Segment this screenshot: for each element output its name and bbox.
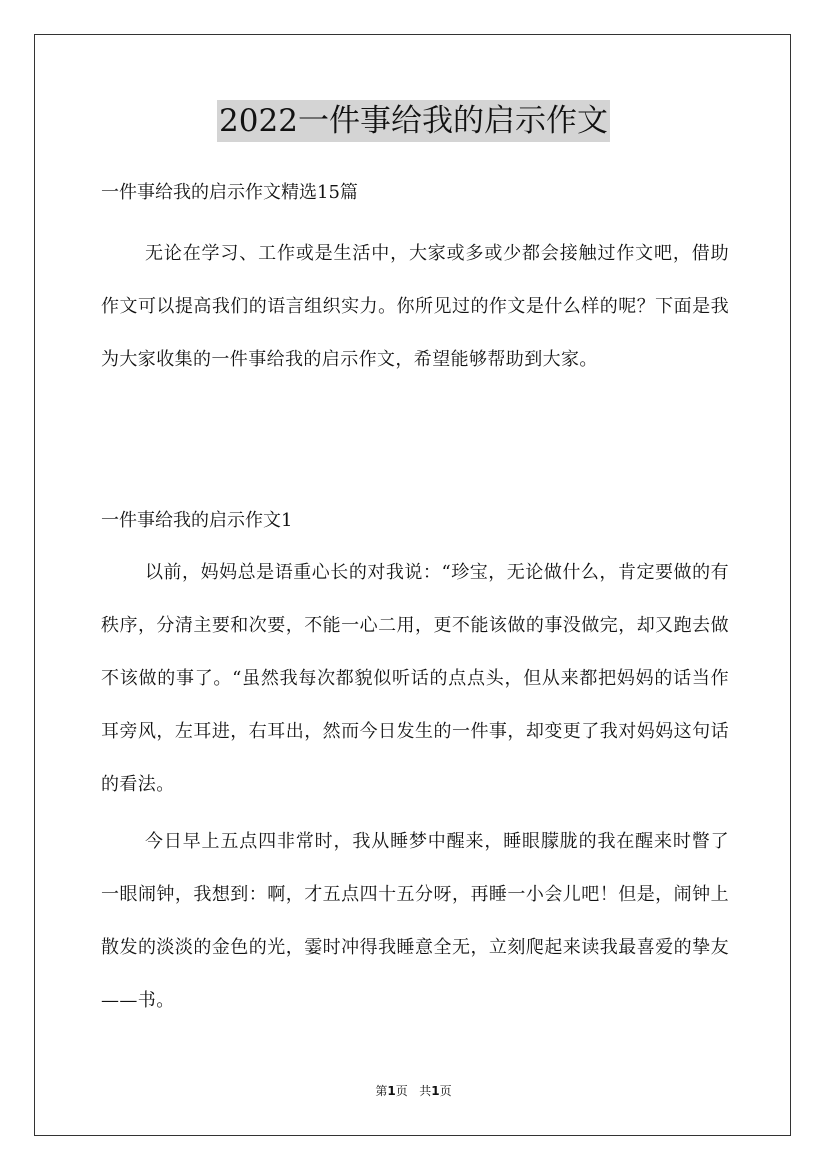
document-title: 2022一件事给我的启示作文 <box>217 100 610 142</box>
section-heading: 一件事给我的启示作文1 <box>101 510 293 531</box>
page-number: 1 <box>387 1084 396 1098</box>
body-paragraph: 今日早上五点四非常时，我从睡梦中醒来，睡眼朦胧的我在醒来时瞥了一眼闹钟，我想到：啊，才五点四十五分呀，再睡一小会儿吧！但是，闹钟上散发的淡淡的金色的光，霎时冲得我睡意全无，立刻爬起来读我最喜爱的挚友——书。 <box>101 831 729 1011</box>
total-suffix: 页 <box>439 1084 452 1098</box>
total-prefix: 共 <box>419 1084 432 1098</box>
body-paragraph: 以前，妈妈总是语重心长的对我说：“珍宝，无论做什么，肯定要做的有秩序，分清主要和次要，不能一心二用，更不能该做的事没做完，却又跑去做不该做的事了。“虽然我每次都貌似听话的点点头，但从来都把妈妈的话当作耳旁风，左耳进，右耳出，然而今日发生的一件事，却变更了我对妈妈这句话的看法。 <box>101 562 729 795</box>
total-pages: 1 <box>431 1084 440 1098</box>
page-footer <box>0 1083 827 1099</box>
title-container <box>0 100 827 142</box>
page-suffix: 页 <box>395 1084 408 1098</box>
intro-paragraph: 无论在学习、工作或是生活中，大家或多或少都会接触过作文吧，借助作文可以提高我们的语言组织实力。你所见过的作文是什么样的呢？下面是我为大家收集的一件事给我的启示作文，希望能够帮助到大家。 <box>101 243 729 370</box>
page-prefix: 第 <box>375 1084 388 1098</box>
document-subtitle: 一件事给我的启示作文精选15篇 <box>101 182 358 203</box>
